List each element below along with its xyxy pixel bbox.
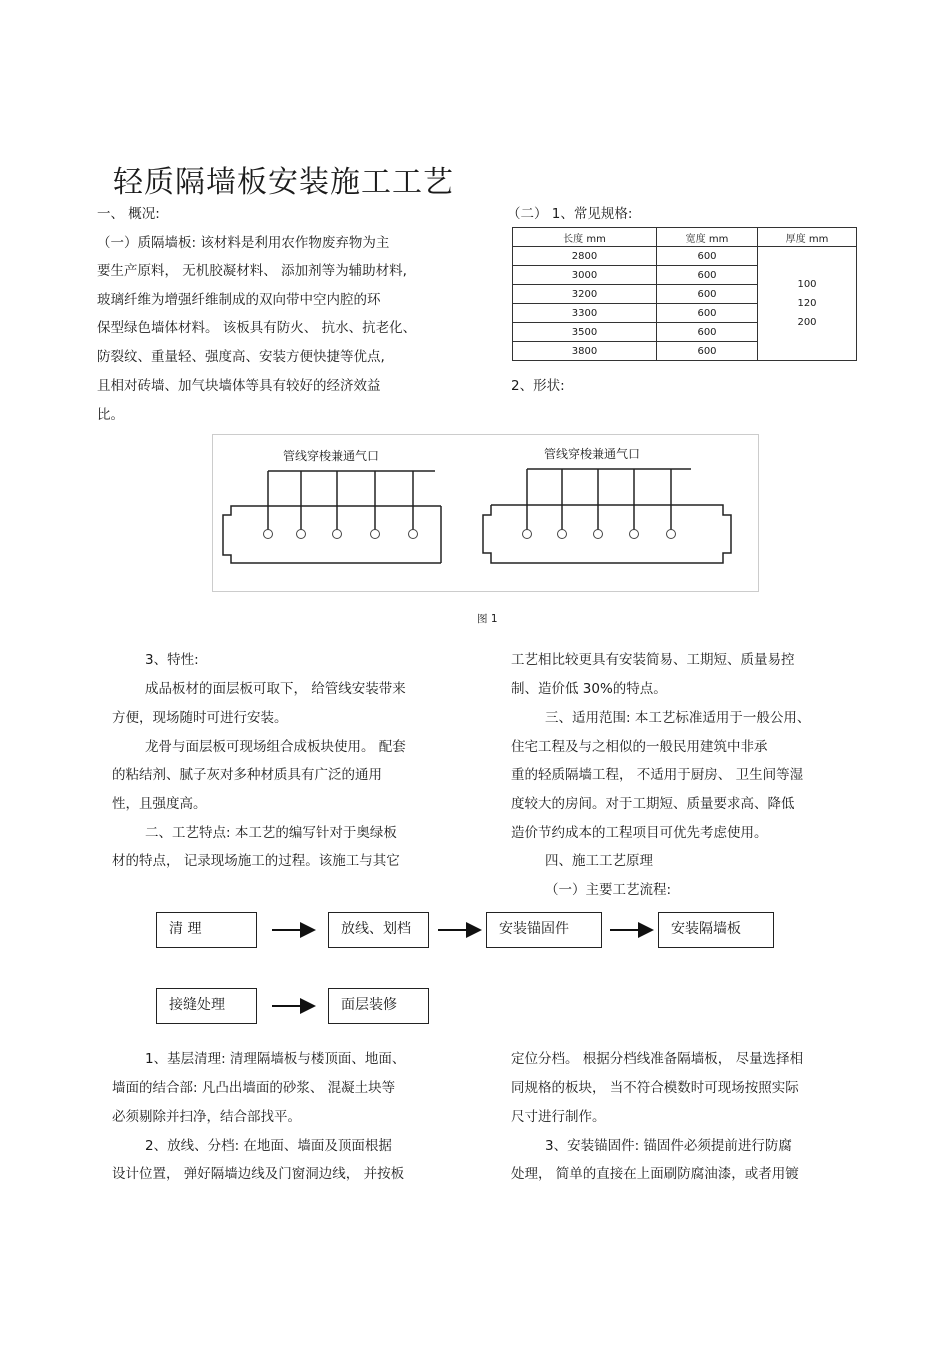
figure-label-right: 管线穿梭兼通气口 xyxy=(544,447,641,461)
table-cell: 3000 xyxy=(513,266,657,285)
section-heading-overview: 一、 概况: xyxy=(97,206,160,222)
paragraph-line: 3、特性: xyxy=(145,652,199,668)
table-header: 厚度 mm xyxy=(758,228,857,247)
paragraph-line: 墙面的结合部: 凡凸出墙面的砂浆、 混凝土块等 xyxy=(112,1080,396,1096)
table-cell: 600 xyxy=(657,304,758,323)
paragraph-line: 处理， 简单的直接在上面刷防腐油漆，或者用镀 xyxy=(511,1166,799,1182)
paragraph-line: 工艺相比较更具有安装简易、工期短、质量易控 xyxy=(511,652,795,668)
flow-step-joint: 接缝处理 xyxy=(156,988,257,1024)
thickness-value: 100 xyxy=(797,279,817,290)
paragraph-line: 且相对砖墙、加气块墙体等具有较好的经济效益 xyxy=(97,378,381,394)
spec-heading: （二） 1、常见规格: xyxy=(507,206,633,222)
paragraph-line: 度较大的房间。对于工期短、质量要求高、降低 xyxy=(511,796,795,812)
paragraph-line: 龙骨与面层板可现场组合成板块使用。 配套 xyxy=(145,739,406,755)
table-cell: 600 xyxy=(657,285,758,304)
flow-step-finish: 面层装修 xyxy=(328,988,429,1024)
flow-step-clean: 清 理 xyxy=(156,912,257,948)
figure-label-left: 管线穿梭兼通气口 xyxy=(283,449,380,463)
paragraph-line: 尺寸进行制作。 xyxy=(511,1109,606,1125)
paragraph-line: 制、造价低 30%的特点。 xyxy=(511,681,667,697)
paragraph-line: 保型绿色墙体材料。 该板具有防火、 抗水、抗老化、 xyxy=(97,320,417,336)
thickness-value: 200 xyxy=(797,317,817,328)
table-cell: 3500 xyxy=(513,323,657,342)
paragraph-line: 2、放线、分档: 在地面、墙面及顶面根据 xyxy=(145,1138,392,1154)
section-heading-principle: 四、施工工艺原理 xyxy=(545,853,653,869)
paragraph-line: 材的特点， 记录现场施工的过程。该施工与其它 xyxy=(112,853,400,869)
paragraph-line: 比。 xyxy=(97,407,124,423)
flow-step-layout: 放线、划档 xyxy=(328,912,429,948)
table-cell: 2800 xyxy=(513,247,657,266)
paragraph-line: （一）质隔墙板: 该材料是利用农作物废弃物为主 xyxy=(97,235,390,251)
table-header: 宽度 mm xyxy=(657,228,758,247)
table-cell: 600 xyxy=(657,266,758,285)
paragraph-line: 要生产原料， 无机胶凝材料、 添加剂等为辅助材料, xyxy=(97,263,407,279)
paragraph-line: 造价节约成本的工程项目可优先考虑使用。 xyxy=(511,825,768,841)
paragraph-line: 重的轻质隔墙工程， 不适用于厨房、 卫生间等湿 xyxy=(511,767,804,783)
flow-step-install: 安装隔墙板 xyxy=(658,912,774,948)
figure-caption: 图 1 xyxy=(477,613,498,625)
table-cell: 600 xyxy=(657,342,758,361)
paragraph-line: 住宅工程及与之相似的一般民用建筑中非承 xyxy=(511,739,768,755)
flow-step-anchor: 安装锚固件 xyxy=(486,912,602,948)
shape-heading: 2、形状: xyxy=(511,378,565,394)
paragraph-line: 3、安装锚固件: 锚固件必须提前进行防腐 xyxy=(545,1138,792,1154)
paragraph-line: 设计位置， 弹好隔墙边线及门窗洞边线， 并按板 xyxy=(112,1166,405,1182)
paragraph-line: 成品板材的面层板可取下， 给管线安装带来 xyxy=(145,681,406,697)
section-heading-flow: （一）主要工艺流程: xyxy=(545,882,672,898)
paragraph-line: 二、工艺特点: 本工艺的编写针对于奥绿板 xyxy=(145,825,397,841)
table-cell: 3200 xyxy=(513,285,657,304)
table-cell: 600 xyxy=(657,247,758,266)
paragraph-line: 同规格的板块， 当不符合模数时可现场按照实际 xyxy=(511,1080,799,1096)
paragraph-line: 必须剔除并扫净，结合部找平。 xyxy=(112,1109,301,1125)
paragraph-line: 的粘结剂、腻子灰对多种材质具有广泛的通用 xyxy=(112,767,382,783)
thickness-value: 120 xyxy=(797,298,817,309)
table-cell: 600 xyxy=(657,323,758,342)
paragraph-line: 三、适用范围: 本工艺标准适用于一般公用、 xyxy=(545,710,811,726)
table-header: 长度 mm xyxy=(513,228,657,247)
paragraph-line: 防裂纹、重量轻、强度高、安装方便快捷等优点, xyxy=(97,349,385,365)
table-cell: 3300 xyxy=(513,304,657,323)
paragraph-line: 定位分档。 根据分档线准备隔墙板， 尽量选择相 xyxy=(511,1051,804,1067)
paragraph-line: 玻璃纤维为增强纤维制成的双向带中空内腔的环 xyxy=(97,292,381,308)
table-cell: 3800 xyxy=(513,342,657,361)
page-title: 轻质隔墙板安装施工工艺 xyxy=(113,165,454,200)
paragraph-line: 方便，现场随时可进行安装。 xyxy=(112,710,288,726)
paragraph-line: 性，且强度高。 xyxy=(112,796,207,812)
paragraph-line: 1、基层清理: 清理隔墙板与楼顶面、地面、 xyxy=(145,1051,406,1067)
